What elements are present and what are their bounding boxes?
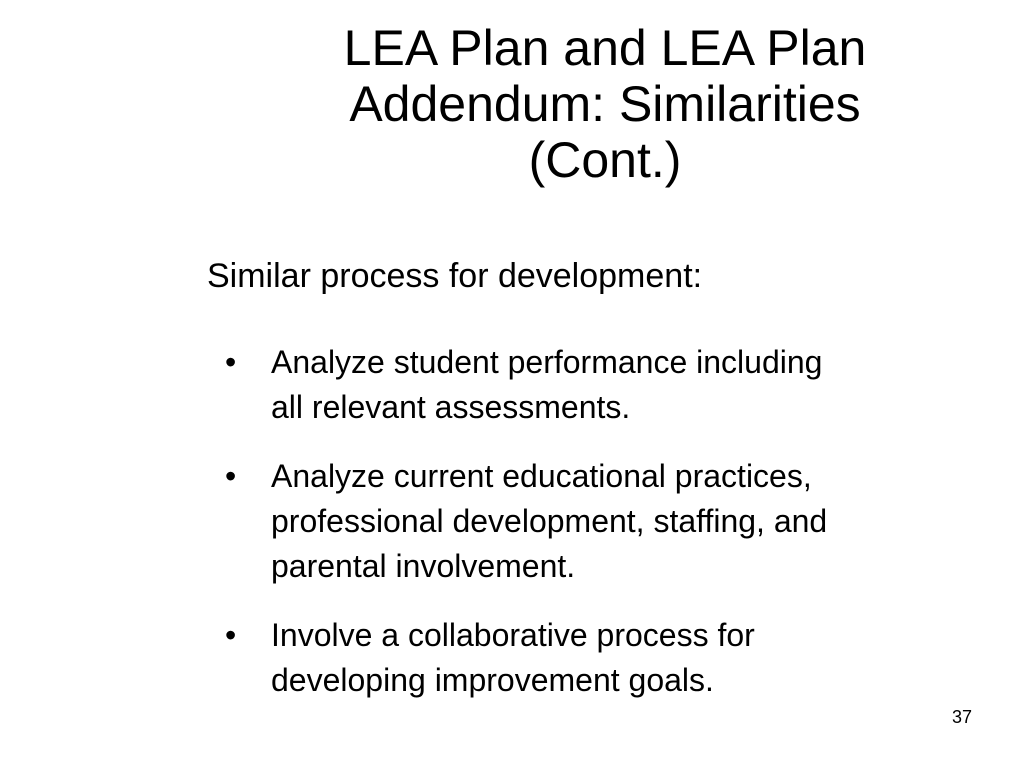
bullet-item — [215, 613, 995, 703]
bullet-icon: • — [225, 617, 237, 653]
bullet-line: developing improvement goals. — [271, 662, 714, 698]
bullet-line: professional development, staffing, and — [271, 503, 828, 539]
bullet-icon: • — [225, 458, 237, 494]
title-line: Addendum: Similarities — [349, 76, 861, 132]
bullet-line: parental involvement. — [271, 548, 576, 584]
bullet-item — [215, 340, 995, 430]
bullet-icon: • — [225, 344, 237, 380]
bullet-line: Analyze current educational practices, — [271, 458, 812, 494]
slide-number: 37 — [951, 707, 972, 727]
bullet-line: all relevant assessments. — [271, 389, 631, 425]
bullet-item — [215, 454, 995, 589]
bullet-list — [215, 340, 995, 703]
subheading: Similar process for development: — [207, 257, 703, 295]
bullet-line: Involve a collaborative process for — [271, 617, 755, 653]
bullet-line: Analyze student performance including — [271, 344, 823, 380]
title-line: (Cont.) — [528, 132, 682, 188]
slide-title — [255, 20, 955, 188]
title-line: LEA Plan and LEA Plan — [343, 20, 867, 76]
